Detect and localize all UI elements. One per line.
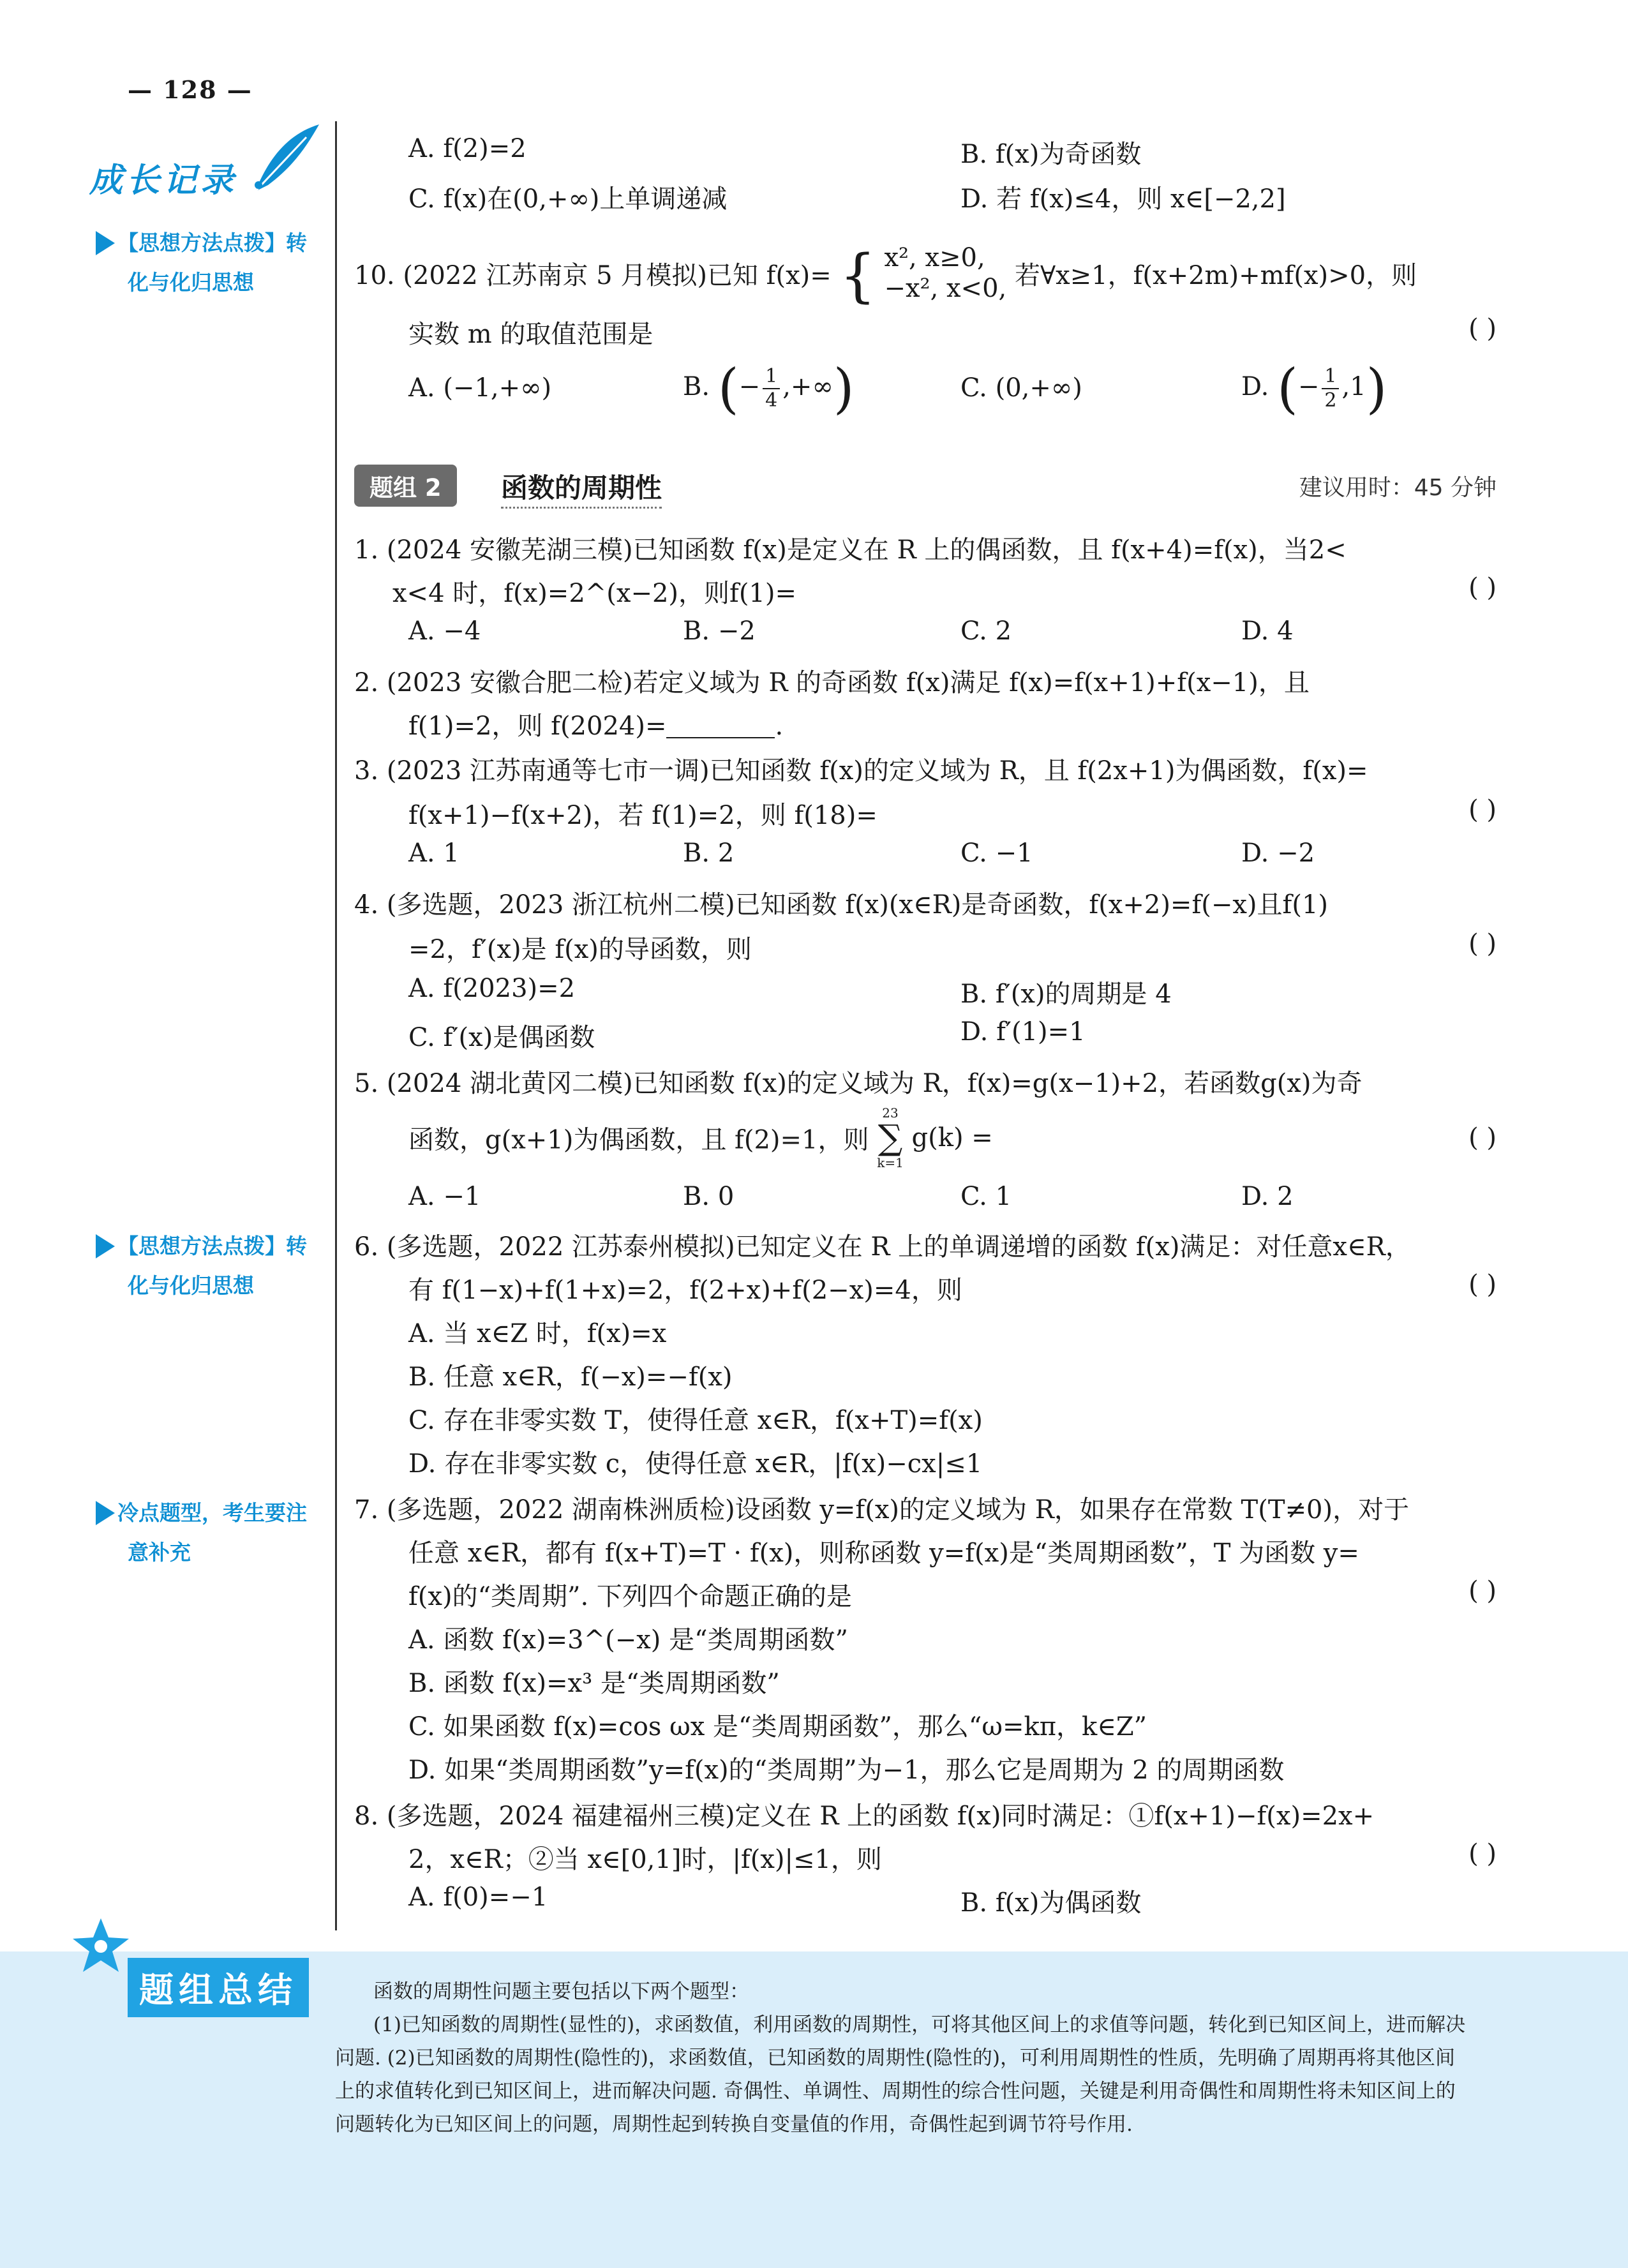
growth-record-logo [89, 121, 332, 204]
brace: { [839, 242, 876, 310]
question-7-line-3: f(x)的“类周期”. 下列四个命题正确的是 [408, 1582, 852, 1611]
option-b: B. f(x)为偶函数 [960, 1888, 1142, 1918]
answer-bracket: ( ) [1468, 1123, 1497, 1153]
option-c: C. 2 [960, 616, 1012, 646]
denominator: 2 [1324, 389, 1337, 412]
question-8-line-1: 8. (多选题，2024 福建福州三模)定义在 R 上的函数 f(x)同时满足：①f(x+1)−f(x)=2x+ [354, 1802, 1375, 1831]
option-a: A. 函数 f(x)=3^(−x) 是“类周期函数” [408, 1625, 848, 1655]
question-2-line-2: f(1)=2，则 f(2024)= . [408, 712, 784, 741]
answer-bracket: ( ) [1468, 1576, 1497, 1606]
sum-symbol: ∑ [877, 1117, 903, 1158]
option-d: D. 4 [1241, 616, 1294, 646]
question-1-line-2: x<4 时，f(x)=2^(x−2)，则f(1)= [392, 579, 797, 608]
section-header [354, 465, 1497, 503]
option-b: B. (− $\frac{1}{4}$ ,+∞) [683, 357, 855, 420]
question-4-line-1: 4. (多选题，2023 浙江杭州二模)已知函数 f(x)(x∈R)是奇函数，f(x+2)=f(−x)且f(1) [354, 890, 1328, 920]
question-number: 10. [354, 261, 395, 290]
sum-upper: 23 [882, 1105, 899, 1121]
option-c: C. f(x)在(0,+∞)上单调递减 [408, 184, 728, 214]
option-d: D. −2 [1241, 839, 1315, 868]
section-title: 函数的周期性 [501, 467, 662, 509]
star-icon [69, 1913, 133, 1977]
summary-paragraph-2: (1)已知函数的周期性(显性的)，求函数值，利用函数的周期性，可将其他区间上的求值等问题，转化到已知区间上，进而解决问题. (2)已知函数的周期性(隐性的)，求函数值，已知函数的周期性(隐性的)，可利用周期性的性质，先明确了周期再将其他区间上的求值转化到已知区间上，进而解决问题. 奇偶性、单调性、周期性的综合性问题，关键是利用奇偶性和周期性将未知区间上的问题转化为已知区间上的问题，周期性起到转换自变量值的作用，奇偶性起到调节符号作用. [335, 2013, 1466, 2136]
triangle-icon [96, 231, 115, 255]
side-note-3 [96, 1493, 338, 1572]
answer-bracket: ( ) [1468, 314, 1497, 343]
answer-bracket: ( ) [1468, 929, 1497, 959]
side-note-text: 冷点题型，考生要注 [117, 1500, 307, 1525]
summation [877, 1104, 904, 1172]
side-note-text: 化与化归思想 [128, 270, 254, 295]
case-2: −x², x<0, [884, 274, 1007, 303]
paren-left: ( [717, 357, 739, 420]
answer-bracket: ( ) [1468, 573, 1497, 602]
suggested-time: 建议用时：45 分钟 [1299, 475, 1497, 501]
question-text: 若∀x≥1，f(x+2m)+mf(x)>0，则 [1014, 261, 1417, 290]
option-a: A. f(2023)=2 [408, 974, 576, 1003]
side-note-2 [96, 1227, 338, 1306]
summary-text [335, 1975, 1468, 2141]
option-b: B. f(x)为奇函数 [960, 140, 1142, 169]
option-a: A. (−1,+∞) [408, 373, 552, 403]
option-a: A. f(2)=2 [408, 134, 526, 163]
question-5-line-2 [408, 1104, 993, 1168]
side-note-text: 【思想方法点拨】转 [117, 230, 307, 255]
option-c: C. (0,+∞) [960, 373, 1082, 403]
margin-divider [335, 121, 337, 1930]
question-8-line-2: 2，x∈R；②当 x∈[0,1]时，|f(x)|≤1，则 [408, 1845, 882, 1874]
side-note-text: 【思想方法点拨】转 [117, 1234, 307, 1258]
paren-right: ) [833, 357, 855, 420]
case-1: x², x≥0, [884, 243, 985, 272]
paren-left: ( [1277, 357, 1298, 420]
sum-lower: k=1 [877, 1155, 904, 1170]
question-4-line-2: =2，f′(x)是 f(x)的导函数，则 [408, 935, 752, 964]
option-d: D. 存在非零实数 c，使得任意 x∈R，|f(x)−cx|≤1 [408, 1449, 983, 1479]
numerator: 1 [1322, 365, 1339, 389]
option-c: C. −1 [960, 839, 1033, 868]
summary-paragraph-1: 函数的周期性问题主要包括以下两个题型： [373, 1980, 749, 2003]
option-d: D. 若 f(x)≤4，则 x∈[−2,2] [960, 184, 1286, 214]
question-2-line-1: 2. (2023 安徽合肥二检)若定义域为 R 的奇函数 f(x)满足 f(x)=f(x+1)+f(x−1)，且 [354, 668, 1310, 698]
option-a: A. −4 [408, 616, 481, 646]
option-b: B. 任意 x∈R，f(−x)=−f(x) [408, 1362, 733, 1392]
fraction [763, 365, 780, 412]
option-c: C. 1 [960, 1182, 1012, 1211]
paren-right: ) [1366, 357, 1387, 420]
option-a: A. 当 x∈Z 时，f(x)=x [408, 1319, 667, 1348]
option-text: ,+∞ [782, 372, 833, 401]
question-text: (2022 江苏南京 5 月模拟)已知 f(x)= [403, 261, 832, 290]
option-b: B. 2 [683, 839, 735, 868]
page-number: — 128 — [128, 75, 253, 104]
summary-badge: 题组总结 [128, 1958, 309, 2017]
answer-bracket: ( ) [1468, 795, 1497, 824]
question-6-line-2: 有 f(1−x)+f(1+x)=2，f(2+x)+f(2−x)=4，则 [408, 1276, 962, 1305]
option-b: B. −2 [683, 616, 756, 646]
option-d: D. f′(1)=1 [960, 1017, 1086, 1047]
question-text: 实数 m 的取值范围是 [408, 320, 653, 349]
question-text: f(1)=2，则 f(2024)= [408, 712, 667, 741]
option-c: C. 如果函数 f(x)=cos ωx 是“类周期函数”，那么“ω=kπ，k∈Z” [408, 1712, 1147, 1742]
option-d: D. 2 [1241, 1182, 1294, 1211]
logo-text: 成长记录 [89, 161, 238, 200]
option-b: B. 函数 f(x)=x³ 是“类周期函数” [408, 1669, 780, 1698]
question-text: 函数，g(x+1)为偶函数，且 f(2)=1，则 [408, 1125, 869, 1155]
question-7-line-2: 任意 x∈R，都有 f(x+T)=T · f(x)，则称函数 y=f(x)是“类周期函数”，T 为函数 y= [408, 1539, 1359, 1568]
side-note-text: 化与化归思想 [128, 1273, 254, 1298]
side-note-text: 意补充 [128, 1540, 191, 1565]
question-7-line-1: 7. (多选题，2022 湖南株洲质检)设函数 y=f(x)的定义域为 R，如果存在常数 T(T≠0)，对于 [354, 1495, 1410, 1525]
option-d: D. 如果“类周期函数”y=f(x)的“类周期”为−1，那么它是周期为 2 的周期函数 [408, 1756, 1285, 1785]
option-label: B. [683, 372, 710, 401]
question-text: g(k) = [911, 1123, 993, 1153]
question-1-line-1: 1. (2024 安徽芜湖三模)已知函数 f(x)是定义在 R 上的偶函数，且 f(x+4)=f(x)，当2< [354, 535, 1347, 565]
option-c: C. f′(x)是偶函数 [408, 1023, 595, 1052]
numerator: 1 [763, 365, 780, 389]
fraction [1322, 365, 1339, 412]
side-note-1 [96, 223, 338, 302]
denominator: 4 [765, 389, 778, 412]
option-a: A. 1 [408, 839, 459, 868]
answer-bracket: ( ) [1468, 1270, 1497, 1299]
feather-icon [243, 121, 325, 198]
option-a: A. f(0)=−1 [408, 1883, 548, 1912]
question-3-line-2: f(x+1)−f(x+2)，若 f(1)=2，则 f(18)= [408, 801, 877, 830]
option-label: D. [1241, 372, 1269, 401]
answer-blank[interactable] [666, 714, 775, 738]
question-6-line-1: 6. (多选题，2022 江苏泰州模拟)已知定义在 R 上的单调递增的函数 f(x)满足：对任意x∈R， [354, 1232, 1411, 1262]
triangle-icon [96, 1234, 115, 1258]
answer-bracket: ( ) [1468, 1839, 1497, 1869]
question-5-line-1: 5. (2024 湖北黄冈二模)已知函数 f(x)的定义域为 R，f(x)=g(x−1)+2，若函数g(x)为奇 [354, 1069, 1363, 1098]
question-10 [354, 242, 1417, 310]
section-tag: 题组 2 [354, 465, 457, 507]
option-a: A. −1 [408, 1182, 481, 1211]
option-b: B. f′(x)的周期是 4 [960, 980, 1172, 1009]
triangle-icon [96, 1501, 115, 1525]
question-3-line-1: 3. (2023 江苏南通等七市一调)已知函数 f(x)的定义域为 R，且 f(2x+1)为偶函数，f(x)= [354, 756, 1368, 786]
piecewise-cases [884, 242, 1006, 304]
option-b: B. 0 [683, 1182, 735, 1211]
option-d: D. (− $\frac{1}{2}$ ,1) [1241, 357, 1387, 420]
option-text: ,1 [1341, 372, 1366, 401]
option-c: C. 存在非零实数 T，使得任意 x∈R，f(x+T)=f(x) [408, 1406, 983, 1435]
